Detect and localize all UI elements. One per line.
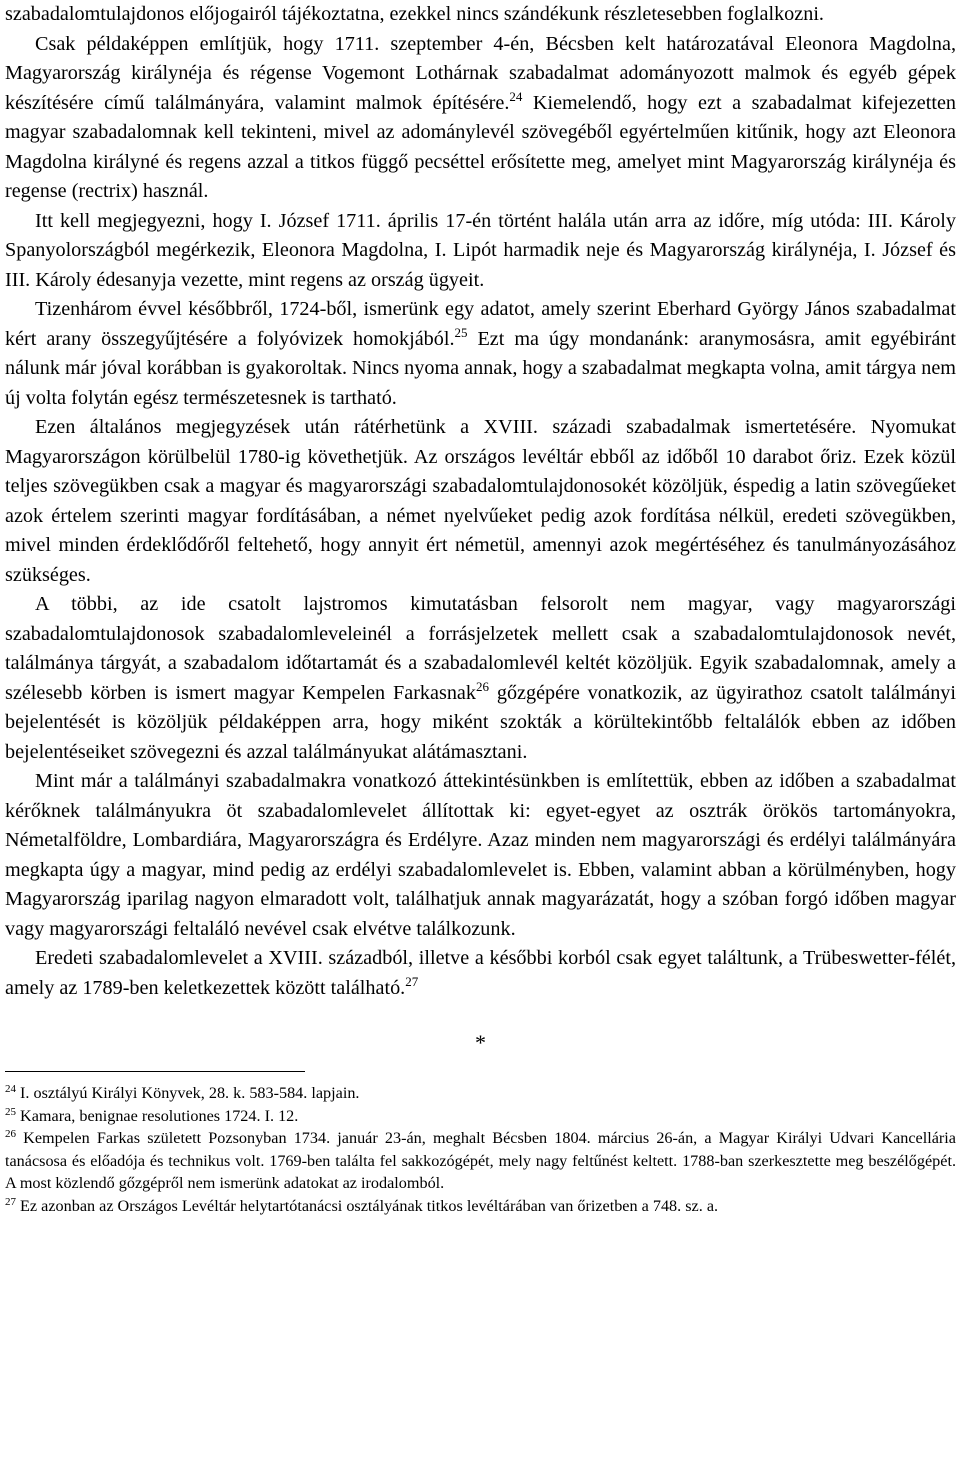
footnote <box>5 1082 956 1105</box>
paragraph <box>5 30 956 207</box>
footnote <box>5 1195 956 1218</box>
footnote <box>5 1105 956 1128</box>
paragraph <box>5 413 956 590</box>
text-run: A többi, az ide csatolt lajstromos kimutatásban felsorolt nem magyar, vagy magyarországi szabadalomtulajdonosok szabadalomleveleinél a forrásjelzetek mellett csak a szabadalomtulajdonosok nevét, találmánya tárgyát, a szabadalom időtartamát és a szabadalomlevél keltét közöljük. Egyik szabadalomnak, amely a szélesebb körben is ismert magyar Kempelen Farkasnak <box>5 593 956 704</box>
paragraph <box>5 295 956 413</box>
text-run: I. osztályú Királyi Könyvek, 28. k. 583-584. lapjain. <box>16 1084 360 1102</box>
footnote-reference: 27 <box>405 973 419 989</box>
text-run: szabadalomtulajdonos előjogairól tájékoztatna, ezekkel nincs szándékunk részletesebben foglalkozni. <box>5 3 824 25</box>
body-text <box>5 0 956 1003</box>
text-run: Kiemelendő, hogy ezt a szabadalmat kifejezetten magyar szabadalomnak kell tekinteni, mivel az adománylevél szövegéből egyértelműen kitűnik, hogy azt Eleonora Magdolna királyné és regens azzal a titkos függő pecséttel erősítette meg, amelyet mint Magyarország királynéja és regense (rectrix) használ. <box>5 91 957 202</box>
paragraph <box>5 590 956 767</box>
text-run: Kamara, benignae resolutiones 1724. I. 12. <box>16 1106 299 1125</box>
footnote-reference: 26 <box>475 678 489 694</box>
footnote-reference: 25 <box>454 324 468 340</box>
paragraph <box>5 767 956 944</box>
text-run: Mint már a találmányi szabadalmakra vonatkozó áttekintésünkben is említettük, ebben az időben a szabadalmat kérőknek találmányukra öt szabadalomlevelet állítottak ki: egyet-egyet az osztrák örökös tartományokra, Németalföldre, Lombardiára, Magyarországra és Erdélyre. Azaz minden nem magyarországi és erdélyi találmányára megkapta úgy a magyar, mind pedig az erdélyi szabadalomlevelet is. Ebben, valamint abban a körülményben, hogy Magyarország iparilag nagyon elmaradott volt, találhatjuk annak magyarázatát, hogy a szóban forgó időben magyar vagy magyarországi feltaláló nevével csak elvétve találkozunk. <box>5 770 956 940</box>
paragraph <box>5 207 956 296</box>
footnote-reference: 24 <box>509 88 523 104</box>
text-run: Ez azonban az Országos Levéltár helytartótanácsi osztályának titkos levéltárában van őrizetben a 748. sz. a. <box>16 1196 719 1215</box>
footnote-rule <box>5 1071 305 1072</box>
text-run: Tizenhárom évvel későbbről, 1724-ből, ismerünk egy adatot, amely szerint Eberhard György János szabadalmat kért arany összegyűjtésére a folyóvizek homokjából. <box>5 298 956 350</box>
section-separator: * <box>475 1030 486 1055</box>
paragraph <box>5 0 956 30</box>
footnotes <box>5 1082 956 1218</box>
footnote <box>5 1127 956 1195</box>
text-run: Eredeti szabadalomlevelet a XVIII. századból, illetve a későbbi korból csak egyet találtunk, a Trübeswetter-félét, amely az 1789-ben keletkezettek között található. <box>5 947 956 999</box>
text-run: gőzgépére vonatkozik, az ügyirathoz csatolt találmányi bejelentését is közöljük példaképpen arra, hogy miként szokták a körültekintőbb feltalálók ebben az időben bejelentéseiket szövegezni és azzal találmányukat alátámasztani. <box>5 681 957 763</box>
text-run: Kempelen Farkas született Pozsonyban 1734. január 23-án, meghalt Bécsben 1804. március 26-án, a Magyar Királyi Udvari Kancellária tanácsosa és előadója és technikus volt. 1769-ben találta fel sakkozógépét, mely nagy feltűnést keltett. 1788-ban szerkesztette meg beszélőgépét. A most közlendő gőzgépről nem ismerünk adatokat az irodalomból. <box>5 1129 956 1193</box>
text-run: Ezt ma úgy mondanánk: aranymosásra, amit egyébiránt nálunk már jóval korábban is gyakoroltak. Nincs nyoma annak, hogy a szabadalmat megkapta volna, amit tárgya nem új volta folytán egész természetesnek is tartható. <box>5 327 956 409</box>
footnote-reference: 24 <box>5 1083 16 1095</box>
footnote-reference: 25 <box>5 1105 16 1118</box>
paragraph <box>5 944 956 1003</box>
text-run: Ezen általános megjegyzések után rátérhetünk a XVIII. századi szabadalmak ismertetésére. Nyomukat Magyarországon körülbelül 1780-ig követhetjük. Az országos levéltár ebből az időből 10 darabot őriz. Ezek közül teljes szövegükben csak a magyar és magyarországi szabadalomtulajdonosokét közöljük, éspedig a latin szövegűeket azok értelem szerinti magyar fordításában, a német nyelvűeket pedig azok fordítása nélkül, eredeti szövegükben, mivel minden érdeklődőről feltehető, hogy annyit ért németül, amennyi azok megértéséhez és tanulmányozásához szükséges. <box>5 416 956 586</box>
footnote-reference: 26 <box>5 1128 16 1141</box>
text-run: Itt kell megjegyezni, hogy I. József 1711. április 17-én történt halála után arra az időre, míg utóda: III. Károly Spanyolországból megérkezik, Eleonora Magdolna, I. Lipót harmadik neje és Magyarország királynéja, I. József és III. Károly édesanyja vezette, mint regens az ország ügyeit. <box>5 209 956 291</box>
text-run: Csak példaképpen említjük, hogy 1711. szeptember 4-én, Bécsben kelt határozatával Eleonora Magdolna, Magyarország királynéja és régense Vogemont Lothárnak szabadalmat adományozott malmok és egyéb gépek készítésére című találmányára, valamint malmok építésére. <box>5 32 956 114</box>
footnote-reference: 27 <box>5 1195 16 1208</box>
